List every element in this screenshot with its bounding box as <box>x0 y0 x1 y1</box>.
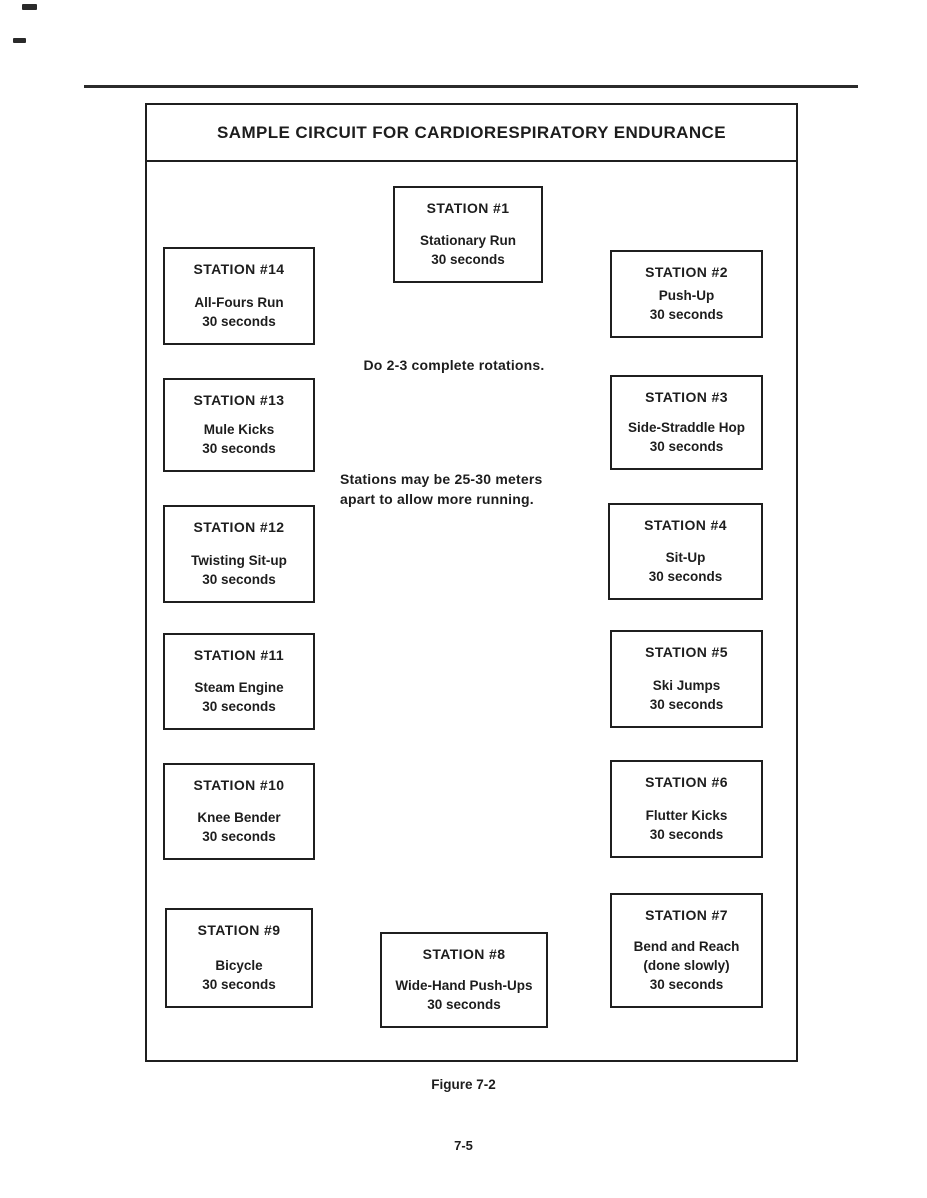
station-11-title: STATION #11 <box>193 647 285 663</box>
station-line: 30 seconds <box>202 441 276 456</box>
station-3-details <box>628 418 745 456</box>
station-12-title: STATION #12 <box>193 519 285 535</box>
station-13-title: STATION #13 <box>193 392 285 408</box>
station-line: Bicycle <box>215 958 263 973</box>
station-12-details <box>191 551 287 589</box>
station-box-5 <box>610 630 763 728</box>
station-line: 30 seconds <box>648 569 723 584</box>
station-box-1 <box>393 186 543 283</box>
station-4-title: STATION #4 <box>644 517 727 533</box>
station-line: (done slowly) <box>643 958 730 973</box>
station-10-details <box>197 808 280 846</box>
station-line: Bend and Reach <box>633 939 740 954</box>
station-13-details <box>202 420 276 458</box>
station-11-details <box>194 678 283 716</box>
station-line: 30 seconds <box>202 829 276 844</box>
station-line: Ski Jumps <box>652 678 721 693</box>
station-box-14 <box>163 247 315 345</box>
station-4-details <box>649 548 723 586</box>
station-8-title: STATION #8 <box>422 946 506 962</box>
station-line: Stationary Run <box>419 233 516 248</box>
station-line: Mule Kicks <box>203 422 275 437</box>
scan-artifact <box>13 38 26 43</box>
spacing-note-line1: Stations may be 25-30 meters <box>340 471 543 487</box>
station-14-title: STATION #14 <box>193 261 285 277</box>
station-line: 30 seconds <box>202 572 276 587</box>
station-box-2 <box>610 250 763 338</box>
station-line: Sit-Up <box>665 550 706 565</box>
station-2-title: STATION #2 <box>645 264 728 280</box>
rotations-note: Do 2-3 complete rotations. <box>363 357 545 373</box>
station-line: 30 seconds <box>202 699 276 714</box>
station-6-details <box>646 806 728 844</box>
station-line: Push-Up <box>658 288 715 303</box>
station-line: Flutter Kicks <box>645 808 728 823</box>
station-1-details <box>420 231 516 269</box>
station-8-details <box>395 976 532 1014</box>
station-line: 30 seconds <box>202 314 276 329</box>
station-2-details <box>650 286 724 324</box>
station-box-12 <box>163 505 315 603</box>
station-1-title: STATION #1 <box>426 200 510 216</box>
station-line: 30 seconds <box>649 307 724 322</box>
station-5-title: STATION #5 <box>645 644 728 660</box>
station-box-7 <box>610 893 763 1008</box>
station-box-3 <box>610 375 763 470</box>
station-line: Twisting Sit-up <box>191 553 287 568</box>
station-box-13 <box>163 378 315 472</box>
figure-caption: Figure 7-2 <box>431 1077 496 1092</box>
station-box-10 <box>163 763 315 860</box>
figure-title: SAMPLE CIRCUIT FOR CARDIORESPIRATORY ENDURANCE <box>147 105 796 162</box>
spacing-note-line2: apart to allow more running. <box>340 490 534 507</box>
station-10-title: STATION #10 <box>193 777 285 793</box>
station-line: 30 seconds <box>427 997 501 1012</box>
station-line: Knee Bender <box>197 810 281 825</box>
spacing-note <box>340 470 590 509</box>
station-line: All-Fours Run <box>194 295 284 310</box>
station-box-8 <box>380 932 548 1028</box>
page-number: 7-5 <box>454 1138 473 1153</box>
station-line: Steam Engine <box>194 680 284 695</box>
station-9-details <box>202 956 276 994</box>
station-line: 30 seconds <box>649 827 724 842</box>
station-line: Wide-Hand Push-Ups <box>395 978 533 993</box>
station-7-title: STATION #7 <box>645 907 728 923</box>
station-5-details <box>650 676 724 714</box>
station-line: Side-Straddle Hop <box>627 420 745 435</box>
header-rule <box>84 85 858 88</box>
station-line: 30 seconds <box>202 977 276 992</box>
station-line: 30 seconds <box>649 439 724 454</box>
station-3-title: STATION #3 <box>645 389 728 405</box>
station-9-title: STATION #9 <box>197 922 281 938</box>
station-box-4 <box>608 503 763 600</box>
station-line: 30 seconds <box>649 977 724 992</box>
station-6-title: STATION #6 <box>645 774 728 790</box>
station-14-details <box>194 293 283 331</box>
station-box-11 <box>163 633 315 730</box>
station-box-9 <box>165 908 313 1008</box>
scan-artifact <box>22 4 37 10</box>
station-box-6 <box>610 760 763 858</box>
station-line: 30 seconds <box>649 697 724 712</box>
station-7-details <box>634 937 740 994</box>
station-line: 30 seconds <box>431 252 505 267</box>
